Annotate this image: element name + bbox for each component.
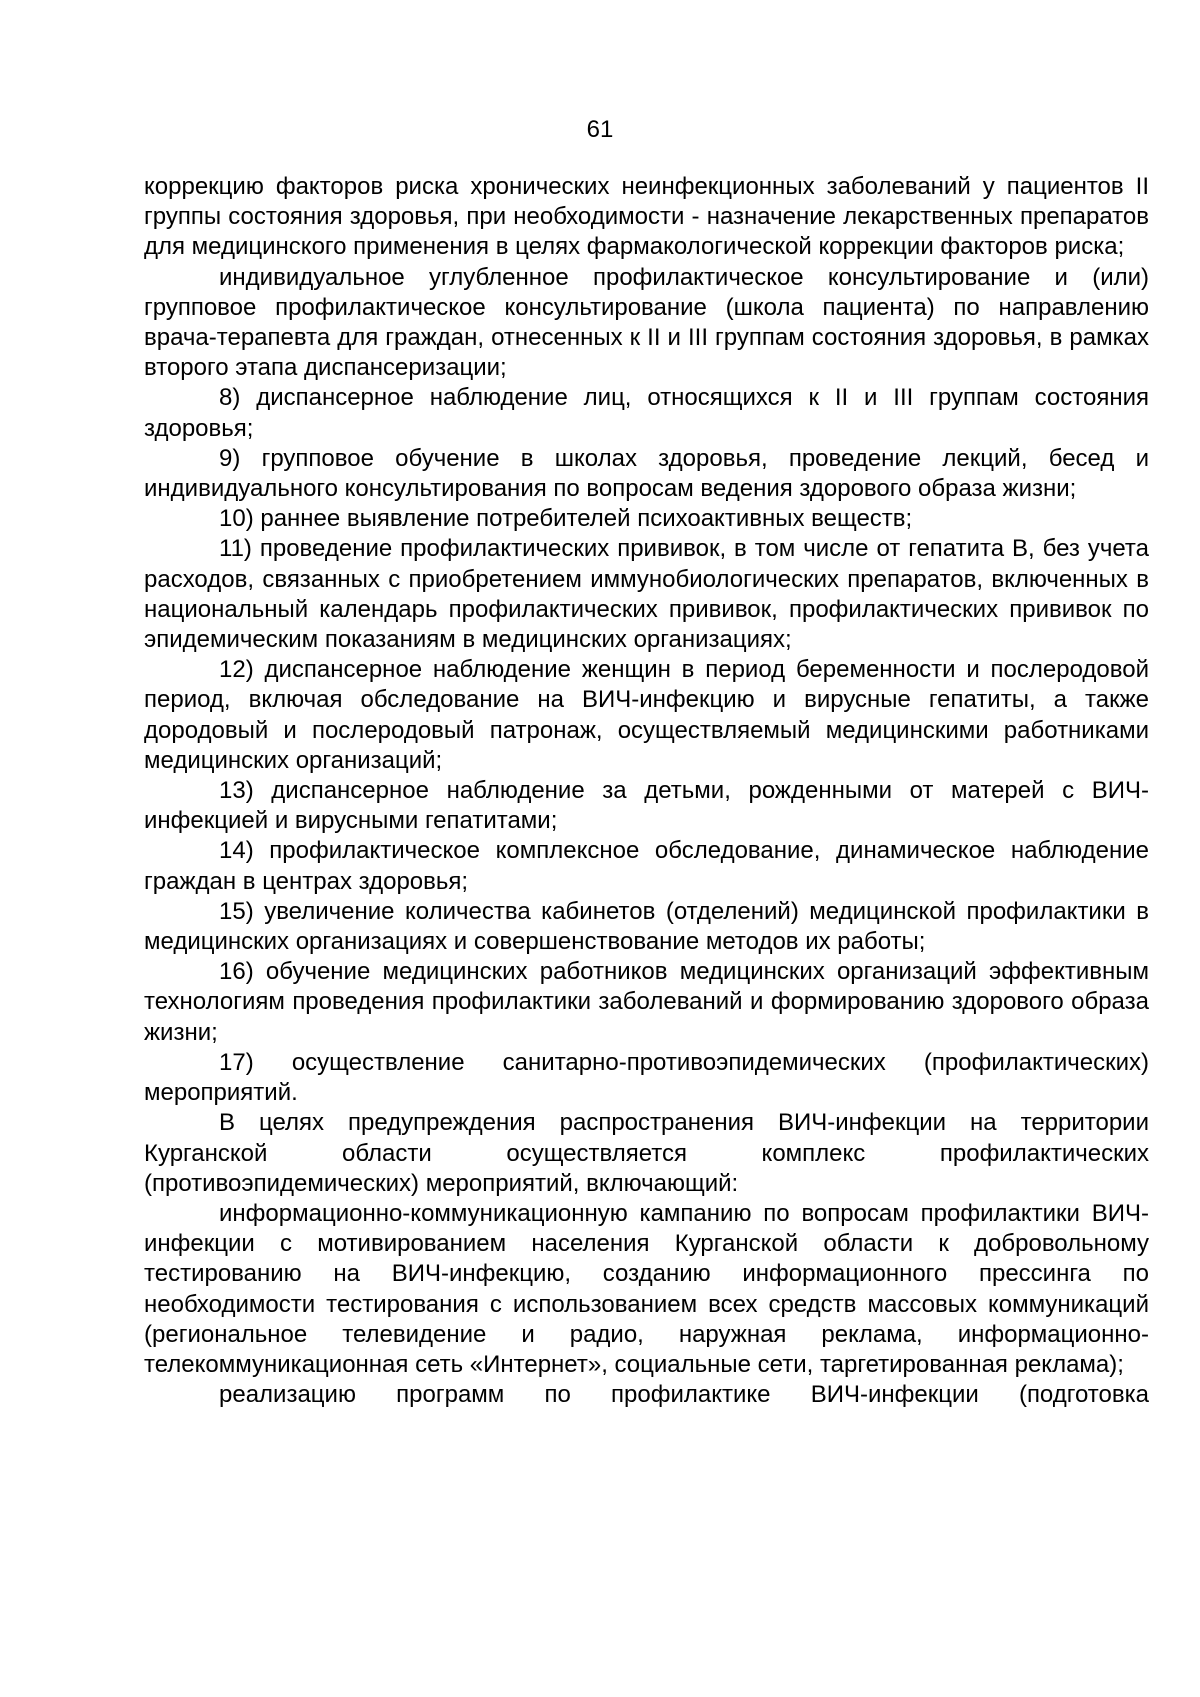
list-item: 14) профилактическое комплексное обследование, динамическое наблюдение граждан в центрах здоровья; — [144, 837, 1149, 895]
list-item: 12) диспансерное наблюдение женщин в период беременности и послеродовой период, включая обследование на ВИЧ-инфекцию и вирусные гепатиты, а также дородовый и послеродовый патронаж, осуществляемый медицинскими работниками медицинских организаций; — [144, 656, 1149, 774]
list-item: 16) обучение медицинских работников медицинских организаций эффективным технологиям проведения профилактики заболеваний и формированию здорового образа жизни; — [144, 958, 1149, 1046]
paragraph: информационно-коммуникационную кампанию по вопросам профилактики ВИЧ-инфекции с мотивированием населения Курганской области к добровольному тестированию на ВИЧ-инфекцию, созданию информационного прессинга по необходимости тестирования с использованием всех средств массовых коммуникаций (региональное телевидение и радио, наружная реклама, информационно-телекоммуникационная сеть «Интернет», социальные сети, таргетированная реклама); — [144, 1199, 1149, 1378]
document-body — [144, 172, 1149, 1410]
list-item: 11) проведение профилактических прививок, в том числе от гепатита В, без учета расходов, связанных с приобретением иммунобиологических препаратов, включенных в национальный календарь профилактических прививок, профилактических прививок по эпидемическим показаниям в медицинских организациях; — [144, 535, 1149, 654]
paragraph: индивидуальное углубленное профилактическое консультирование и (или) групповое профилактическое консультирование (школа пациента) по направлению врача-терапевта для граждан, отнесенных к II и III группам состояния здоровья, в рамках второго этапа диспансеризации; — [144, 263, 1149, 382]
list-item: 17) осуществление санитарно-противоэпидемических (профилактических) мероприятий. — [144, 1048, 1149, 1107]
paragraph: реализацию программ по профилактике ВИЧ-инфекции (подготовка — [219, 1381, 1149, 1409]
list-item: 13) диспансерное наблюдение за детьми, рожденными от матерей с ВИЧ-инфекцией и вирусными гепатитами; — [144, 777, 1149, 835]
list-item: 9) групповое обучение в школах здоровья, проведение лекций, бесед и индивидуального консультирования по вопросам ведения здорового образа жизни; — [144, 444, 1149, 503]
paragraph: коррекцию факторов риска хронических неинфекционных заболеваний у пациентов II группы состояния здоровья, при необходимости - назначение лекарственных препаратов для медицинского применения в целях фармакологической коррекции факторов риска; — [144, 173, 1149, 261]
list-item: 8) диспансерное наблюдение лиц, относящихся к II и III группам состояния здоровья; — [144, 384, 1149, 442]
paragraph: В целях предупреждения распространения ВИЧ-инфекции на территории Курганской области осуществляется комплекс профилактических (противоэпидемических) мероприятий, включающий: — [144, 1109, 1149, 1197]
list-item: 15) увеличение количества кабинетов (отделений) медицинской профилактики в медицинских организациях и совершенствование методов их работы; — [144, 897, 1149, 956]
list-item: 10) раннее выявление потребителей психоактивных веществ; — [219, 505, 913, 533]
page-number: 61 — [586, 116, 614, 143]
